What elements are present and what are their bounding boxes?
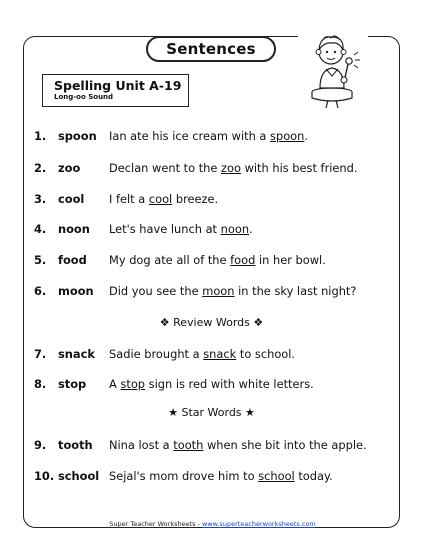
item-number: 8. — [34, 377, 47, 391]
item-number: 2. — [34, 161, 47, 175]
worksheet-title: Sentences — [146, 36, 276, 62]
underlined-word: noon — [220, 222, 250, 236]
item-number: 4. — [34, 222, 47, 236]
spelling-word: spoon — [58, 129, 97, 143]
review-words-heading: ❖ Review Words ❖ — [159, 316, 264, 329]
unit-subtitle: Long-oo Sound — [54, 93, 114, 101]
sentence: A stop sign is red with white letters. — [109, 377, 314, 391]
underlined-word: moon — [202, 284, 235, 298]
item-number: 1. — [34, 129, 47, 143]
footer — [0, 520, 425, 528]
item-number: 7. — [34, 347, 47, 361]
underlined-word: food — [230, 253, 256, 267]
underlined-word: tooth — [173, 438, 204, 452]
spelling-word: food — [58, 253, 87, 267]
footer-text: Super Teacher Worksheets - — [109, 520, 203, 528]
underlined-word: cool — [148, 192, 173, 206]
student-mascot-illustration — [298, 22, 368, 110]
sentence: Ian ate his ice cream with a spoon. — [109, 129, 308, 143]
item-number: 9. — [34, 438, 47, 452]
spelling-word: tooth — [58, 438, 93, 452]
spelling-word: cool — [58, 192, 85, 206]
unit-title: Spelling Unit A-19 — [54, 78, 182, 93]
sentence: Did you see the moon in the sky last night? — [109, 284, 357, 298]
item-number: 10. — [34, 469, 55, 483]
sentence: Let's have lunch at noon. — [109, 222, 253, 236]
spelling-unit-box — [42, 74, 189, 107]
underlined-word: stop — [120, 377, 146, 391]
sentence: Nina lost a tooth when she bit into the apple. — [109, 438, 367, 452]
underlined-word: snack — [203, 347, 237, 361]
underlined-word: zoo — [221, 161, 241, 175]
sentence: I felt a cool breeze. — [109, 192, 219, 206]
underlined-word: school — [258, 469, 295, 483]
underlined-word: spoon — [270, 129, 305, 143]
item-number: 6. — [34, 284, 47, 298]
sentence: My dog ate all of the food in her bowl. — [109, 253, 326, 267]
footer-link[interactable]: www.superteacherworksheets.com — [202, 520, 316, 528]
spelling-word: school — [58, 469, 100, 483]
item-number: 5. — [34, 253, 47, 267]
star-words-heading: ★ Star Words ★ — [168, 406, 255, 419]
spelling-word: moon — [58, 284, 94, 298]
sentence: Sadie brought a snack to school. — [109, 347, 296, 361]
item-number: 3. — [34, 192, 47, 206]
spelling-word: noon — [58, 222, 90, 236]
spelling-word: stop — [58, 377, 87, 391]
sentence: Sejal's mom drove him to school today. — [109, 469, 333, 483]
spelling-word: zoo — [58, 161, 81, 175]
spelling-word: snack — [58, 347, 95, 361]
sentence: Declan went to the zoo with his best friend. — [109, 161, 358, 175]
